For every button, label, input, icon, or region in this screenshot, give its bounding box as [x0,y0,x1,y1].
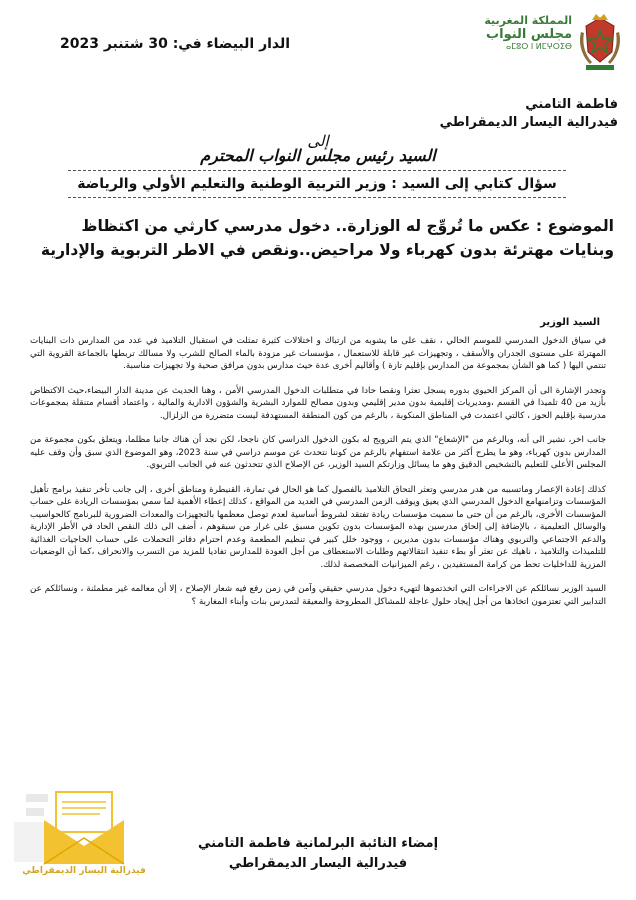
signature-block [0,834,636,874]
parliament-logo-line3: ⴰⵎⵓⵔ ⵏ ⵍⵎⵖⵔⵉⴱ [506,42,572,51]
parliament-logo-line1: المملكة المغربية [484,14,572,27]
parliament-logo-line2: مجلس النواب [486,27,572,42]
salutation: السيد الوزير [540,317,600,328]
addressee-to: إلى [307,132,329,150]
federation-logo-text: فيدرالية اليسار الديمقراطي [22,866,146,876]
body-paragraph: كذلك إعادة الإعصار وماتسببه من هدر مدرسي وتعثر التحاق التلاميذ بالفصول كما هو الحال في تمارة، القنيطرة ومناطق أخرى ، إلى جانب تأخر تنفيذ برامج تأهيل المؤسسات وتزامنهامع الدخول المدرسي الذي يعيق ويوقف الزمن المدرسي في العديد من المواقع ، كذلك إعطاء الأهمية لما سمي بمؤسسات الريادة على حساب المؤسسات الأخرى، بالرغم من أن حتى ما سميت مؤسسات ريادة تفتقد لشروط أساسية لعدم توصل معظمها بالتجهيزات والمعدات الضرورية للبرنامج كالحواسيب والوسائل التعليمية ، بالإضافة إلى إلحاق مدرسين بهذه المؤسسات بدون تكوين مسبق على غرار من سبقوهم ، أضف الى ذلك النقص الحاد في الأطر الإدارية والدعم الاجتماعي والتربوي وهناك مؤسسات بدون مديرين ، ووجود خلل كبير في تنظيم المطعمة وعدم احترام دفاتر التحملات على حساب الحاجيات الغذائية للتلميذات والتلاميذ ، ناهيك عن تعثر أو بطء تنفيذ انتقالاتهم وطلبات الاستعطاف من أجل العودة للمدارس تفاديا للمزيد من التسرب والانحراف ،كما أن الوضعيات المزرية للداخليات تحط من كرامة المستفيدين ، رغم الميزانيات المخصصة لذلك. [30,484,606,570]
parliament-logo [480,14,572,62]
addressee-title: السيد رئيس مجلس النواب المحترم [200,146,436,165]
sender-party: فيدرالية اليسار الديمقراطي [439,115,618,130]
body-paragraph: جانب اخر، نشير الى أنه، وبالرغم من "الإشعاع" الذي يتم الترويج له بكون الدخول الدراسي كان ناجحا، لكن نجد أن هناك جانبا مظلما، ويتعلق بكون مجموعة من المدارس بدون كهرباء، وهو ما يطرح أكثر من علامة استفهام بالرغم من كوننا نتحدث عن موسم دراسي في سنة 2023، وهو الموضوع الذي سبق وأن وقف عليه المجلس الأعلى للتعليم بالتشخيص الدقيق وهو ما يسائل وزارتكم السيد الوزير، عن الإصلاح الذي تتحدثون عنه في الجانب التربوي. [30,435,606,470]
sender-block [440,96,618,132]
body-paragraph: في سياق الدخول المدرسي للموسم الحالي ، نقف على ما يشوبه من ارتباك و اختلالات كثيرة تمثلت في استقبال التلاميذ في عدد من المدارس ذات البنايات المهترئة على مستوى الجدران والأسقف ، وتجهيزات غير قابلة للاستعمال ، مؤسسات غير مزودة بالماء الصالح للشرب ولا مسالك تربطها بالجماعة القروية التي تنتمي اليها ( كما هو الشأن بمجموعة من المدارس بإقليم تازة ) وأقاليم أخرى عدة حيث مدارس بدون مرافق صحية ولا تجهيزات مناسبة. [30,336,606,371]
letter-body [30,335,606,620]
question-line: سؤال كتابي إلى السيد : وزير التربية الوطنية والتعليم الأولي والرياضة [68,170,566,198]
signature-line1: إمضاء النائبة البرلمانية فاطمة التامني [197,836,439,851]
letter-date: الدار البيضاء في: 30 شتنبر 2023 [60,36,291,52]
sender-name: فاطمة التامني [525,97,618,112]
royal-crest-icon [578,12,622,72]
body-paragraph: وتجدر الإشارة الى أن المركز الحيوي بدوره يسجل تعثرا ونقصا حادا في متطلبات الدخول المدرسي الأمن ، وهنا الحديث عن مدينة الدار البيضاء،حيث الاكتظاض بأزيد من 40 تلميذا في القسم ،ومديريات إقليمية بدون مدير إقليمي وبدون مصالح للموارد البشرية والشؤون الادارية والمالية ، واعتماد أقسام متنقلة بمجموعات مدرسية بإقليم الحوز ، كالتي اعتمدت في المناطق المنكوبة ، بالرغم من كون المنطقة المستهدفة ليست متضررة من الزلزال. [30,385,606,421]
letter-subject: الموضوع : عكس ما تُروِّج له الوزارة.. دخول مدرسي كارثي من اكتظاظ وبنايات مهترئة بدون كهرباء ولا مراحيض..ونقص في الاطر التربوية والإدارية [40,217,614,259]
signature-line2: فيدرالية اليسار الديمقراطي [228,856,408,871]
body-paragraph: السيد الوزير نسائلكم عن الاجراءات التي اتخذتموها لتهيء دخول مدرسي حقيقي وآمن في زمن رفع فيه شعار الإصلاح ، إلا أن معالمه غير مطمئنة ، ونسائلكم عن التدابير التي تعتزمون اتخاذها من أجل إيجاد حلول عاجلة للمشاكل المطروحة والمعيقة لتمدرس بنات وأبناء المغاربة ؟ [30,584,606,607]
